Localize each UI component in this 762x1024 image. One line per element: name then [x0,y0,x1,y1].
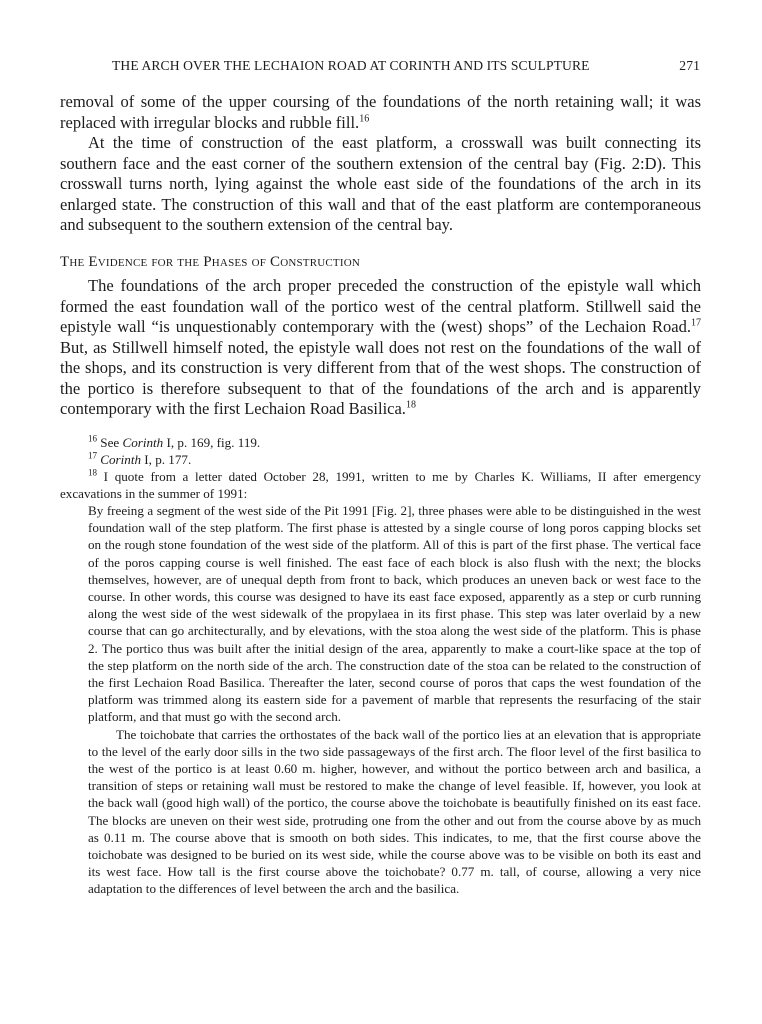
block-quote [88,502,701,898]
footnotes [60,434,701,898]
main-text [60,92,701,420]
paragraph [60,92,701,133]
paragraph-text: The foundations of the arch proper preceded the construction of the epistyle wall which formed the east foundation wall of the portico west of the central platform. Stillwell said the epistyle wall “is unquestionably contemporary with the (west) shops” of the Lechaion Road. [60,276,701,336]
footnote-18 [60,468,701,502]
footnote-ref: 18 [405,399,416,411]
footnote-number: 18 [88,467,97,478]
header-title: THE ARCH OVER THE LECHAION ROAD AT CORINTH AND ITS SCULPTURE [112,58,590,73]
paragraph [60,276,701,420]
footnote-16 [60,434,701,451]
footnote-text: See [100,435,123,450]
page-number: 271 [679,58,700,73]
footnote-number: 16 [88,433,97,444]
quote-paragraph: By freeing a segment of the west side of the Pit 1991 [Fig. 2], three phases were able to be distinguished in the west foundation wall of the step platform. The first phase is attested by a single course of long poros capping blocks set on the rough stone foundation of the west side of the platform. All of this is part of the first phase. The vertical face of the poros capping course is well finished. The east face of each block is also flush with the next; the blocks themselves, however, are of unequal depth from front to back, which produces an uneven back or west face to the course. In other words, this course was designed to have its east face exposed, apparently as a step or curb running along the west side of the west sidewalk of the propylaea in its first phase. This step was later overlaid by a new course that can go architecturally, and by elevations, with the stoa along the west side of the platform. This is phase 2. The portico thus was built after the initial design of the area, apparently to make a court-like space at the top of the step platform on the north side of the arch. The construction date of the stoa can be related to the construction of the first Lechaion Road Basilica. Thereafter the later, second course of poros that caps the west foundation of the platform was trimmed along its eastern side for a pavement of marble that represents the resurfacing of the stair platform, and that must go with the second arch. [88,503,701,725]
footnote-ref: 17 [691,317,701,329]
footnote-italic: Corinth [100,452,142,467]
section-heading: The Evidence for the Phases of Construction [60,253,361,270]
footnote-17 [60,451,701,468]
footnote-text: I quote from a letter dated October 28, 1991, written to me by Charles K. Williams, II after emergency excavations in the summer of 1991: [60,469,702,501]
footnote-number: 17 [88,450,97,461]
paragraph-text: But, as Stillwell himself noted, the epistyle wall does not rest on the foundations of the wall of the shops, and its construction is very different from that of the west shops. The construction of the portico is therefore subsequent to that of the foundations of the arch and is apparently contemporary with the first Lechaion Road Basilica. [60,337,701,418]
running-header [112,58,700,74]
footnote-italic: Corinth [122,435,164,450]
paragraph: At the time of construction of the east platform, a crosswall was built connecting its southern face and the east corner of the southern extension of the central bay (Fig. 2:D). This crosswall turns north, lying against the whole east side of the foundations of the arch in its enlarged state. The construction of this wall and that of the east platform are contemporaneous and subsequent to the southern extension of the central bay. [60,133,701,234]
footnote-ref: 16 [359,113,370,124]
quote-paragraph: The toichobate that carries the orthostates of the back wall of the portico lies at an elevation that is appropriate to the level of the early door sills in the two side passageways of the first arch. The floor level of the first basilica to the west of the portico is at least 0.60 m. higher, however, and without the portico between arch and basilica, a transition of steps or retaining wall must be restored to make the change of level feasible. If, however, you look at the back wall (good high wall) of the portico, the course above the toichobate is beautifully finished on its east face. The blocks are uneven on their west side, protruding one from the other and out from the course above by as much as 0.11 m. The course above that is smooth on both sides. This indicates, to me, that the first course above the toichobate was designed to be buried on its west side, while the course above was to be visible on both its east and its west face. How tall is the first course above the toichobate? 0.77 m. tall, of course, allowing a very nice adaptation to the differences of level between the arch and the basilica. [88,726,701,897]
footnote-text: I, p. 177. [141,452,192,467]
paragraph-text: removal of some of the upper coursing of the foundations of the north retaining wall; it was replaced with irregular blocks and rubble fill. [60,92,701,132]
footnote-text: I, p. 169, fig. 119. [163,435,261,450]
